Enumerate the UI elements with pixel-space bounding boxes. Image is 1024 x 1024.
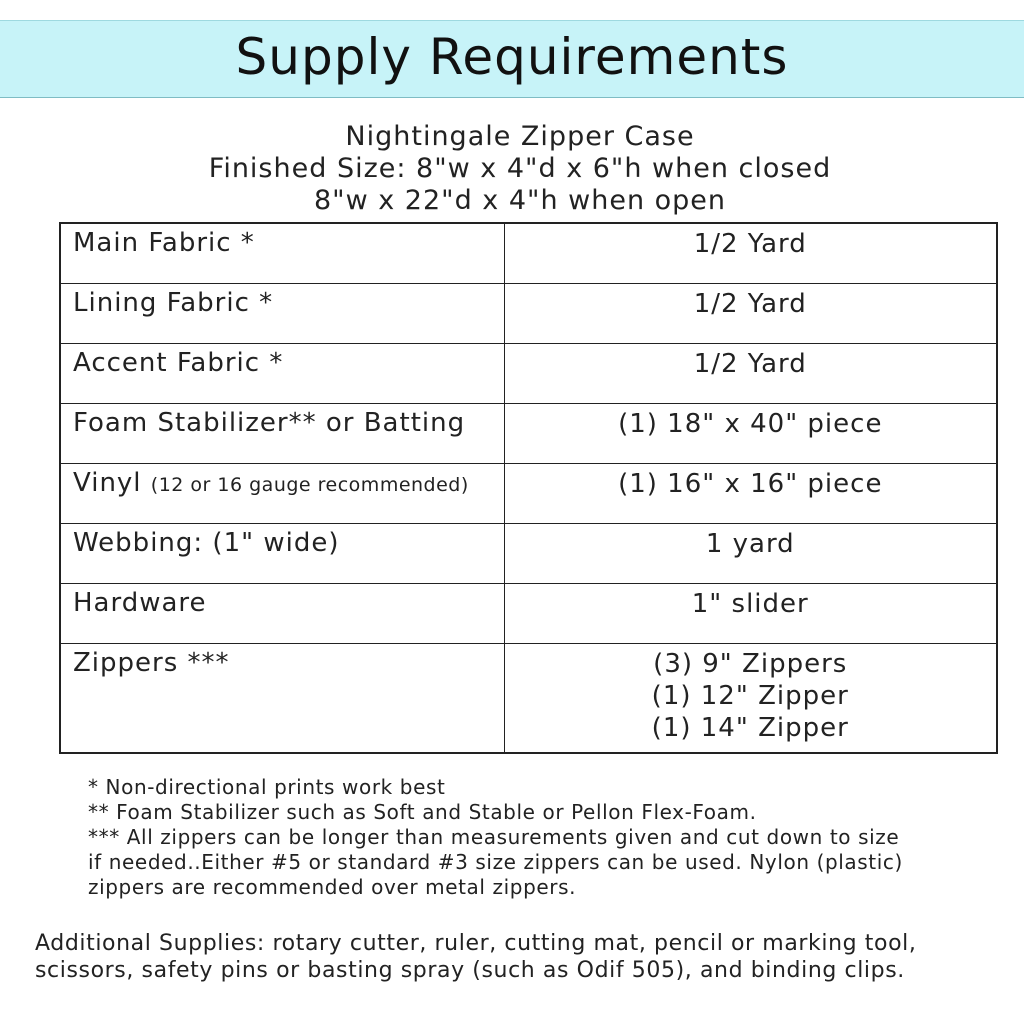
item-cell xyxy=(60,523,504,583)
item-label: Webbing: (1" wide) xyxy=(73,527,340,558)
qty-value: (1) 14" Zipper xyxy=(651,712,849,743)
qty-cell xyxy=(504,523,997,583)
item-label: Foam Stabilizer** or Batting xyxy=(73,407,466,438)
table-row xyxy=(60,403,997,463)
footnote-line: *** All zippers can be longer than measurements given and cut down to size xyxy=(88,825,900,849)
table-row xyxy=(60,283,997,343)
item-label: Zippers *** xyxy=(73,647,230,678)
supply-table xyxy=(59,222,998,754)
item-label: Lining Fabric * xyxy=(73,287,274,318)
table-row xyxy=(60,463,997,523)
table-row xyxy=(60,343,997,403)
item-cell xyxy=(60,403,504,463)
item-cell xyxy=(60,283,504,343)
qty-value: 1/2 Yard xyxy=(693,229,807,259)
footnote-line: ** Foam Stabilizer such as Soft and Stable or Pellon Flex-Foam. xyxy=(88,800,757,824)
footnotes xyxy=(88,775,988,900)
table-row xyxy=(60,223,997,283)
item-cell xyxy=(60,343,504,403)
project-name: Nightingale Zipper Case xyxy=(345,121,695,152)
item-label: Accent Fabric * xyxy=(73,347,284,378)
qty-cell xyxy=(504,643,997,753)
qty-value: (3) 9" Zippers xyxy=(653,648,848,679)
additional-supplies-line: Additional Supplies: rotary cutter, ruler, cutting mat, pencil or marking tool, xyxy=(35,931,917,956)
item-cell xyxy=(60,223,504,283)
qty-cell xyxy=(504,583,997,643)
additional-supplies xyxy=(35,930,1015,984)
item-cell xyxy=(60,643,504,753)
qty-cell xyxy=(504,343,997,403)
qty-cell xyxy=(504,223,997,283)
footnote-line: zippers are recommended over metal zippers. xyxy=(88,875,577,899)
qty-cell xyxy=(504,403,997,463)
item-cell xyxy=(60,583,504,643)
qty-value: (1) 16" x 16" piece xyxy=(618,468,883,499)
item-cell xyxy=(60,463,504,523)
qty-value: 1/2 Yard xyxy=(693,348,807,379)
item-label: Hardware xyxy=(73,587,207,618)
table-row xyxy=(60,523,997,583)
item-label: Vinyl xyxy=(73,467,142,498)
qty-cell xyxy=(504,283,997,343)
qty-value: (1) 12" Zipper xyxy=(651,680,849,711)
footnote-line: if needed..Either #5 or standard #3 size zippers can be used. Nylon (plastic) xyxy=(88,850,903,874)
qty-value: 1 yard xyxy=(705,528,795,559)
item-note: (12 or 16 gauge recommended) xyxy=(150,473,469,496)
table-row xyxy=(60,643,997,753)
item-label: Main Fabric * xyxy=(73,228,255,258)
qty-value: 1" slider xyxy=(691,588,809,619)
additional-supplies-line: scissors, safety pins or basting spray (such as Odif 505), and binding clips. xyxy=(35,958,905,983)
finished-size-open: 8"w x 22"d x 4"h when open xyxy=(313,185,727,216)
page-title: Supply Requirements xyxy=(235,28,789,86)
finished-size-closed: Finished Size: 8"w x 4"d x 6"h when closed xyxy=(208,153,832,184)
footnote-line: * Non-directional prints work best xyxy=(88,775,446,799)
table-row xyxy=(60,583,997,643)
qty-value: 1/2 Yard xyxy=(693,288,807,319)
qty-value: (1) 18" x 40" piece xyxy=(618,408,883,439)
qty-cell xyxy=(504,463,997,523)
